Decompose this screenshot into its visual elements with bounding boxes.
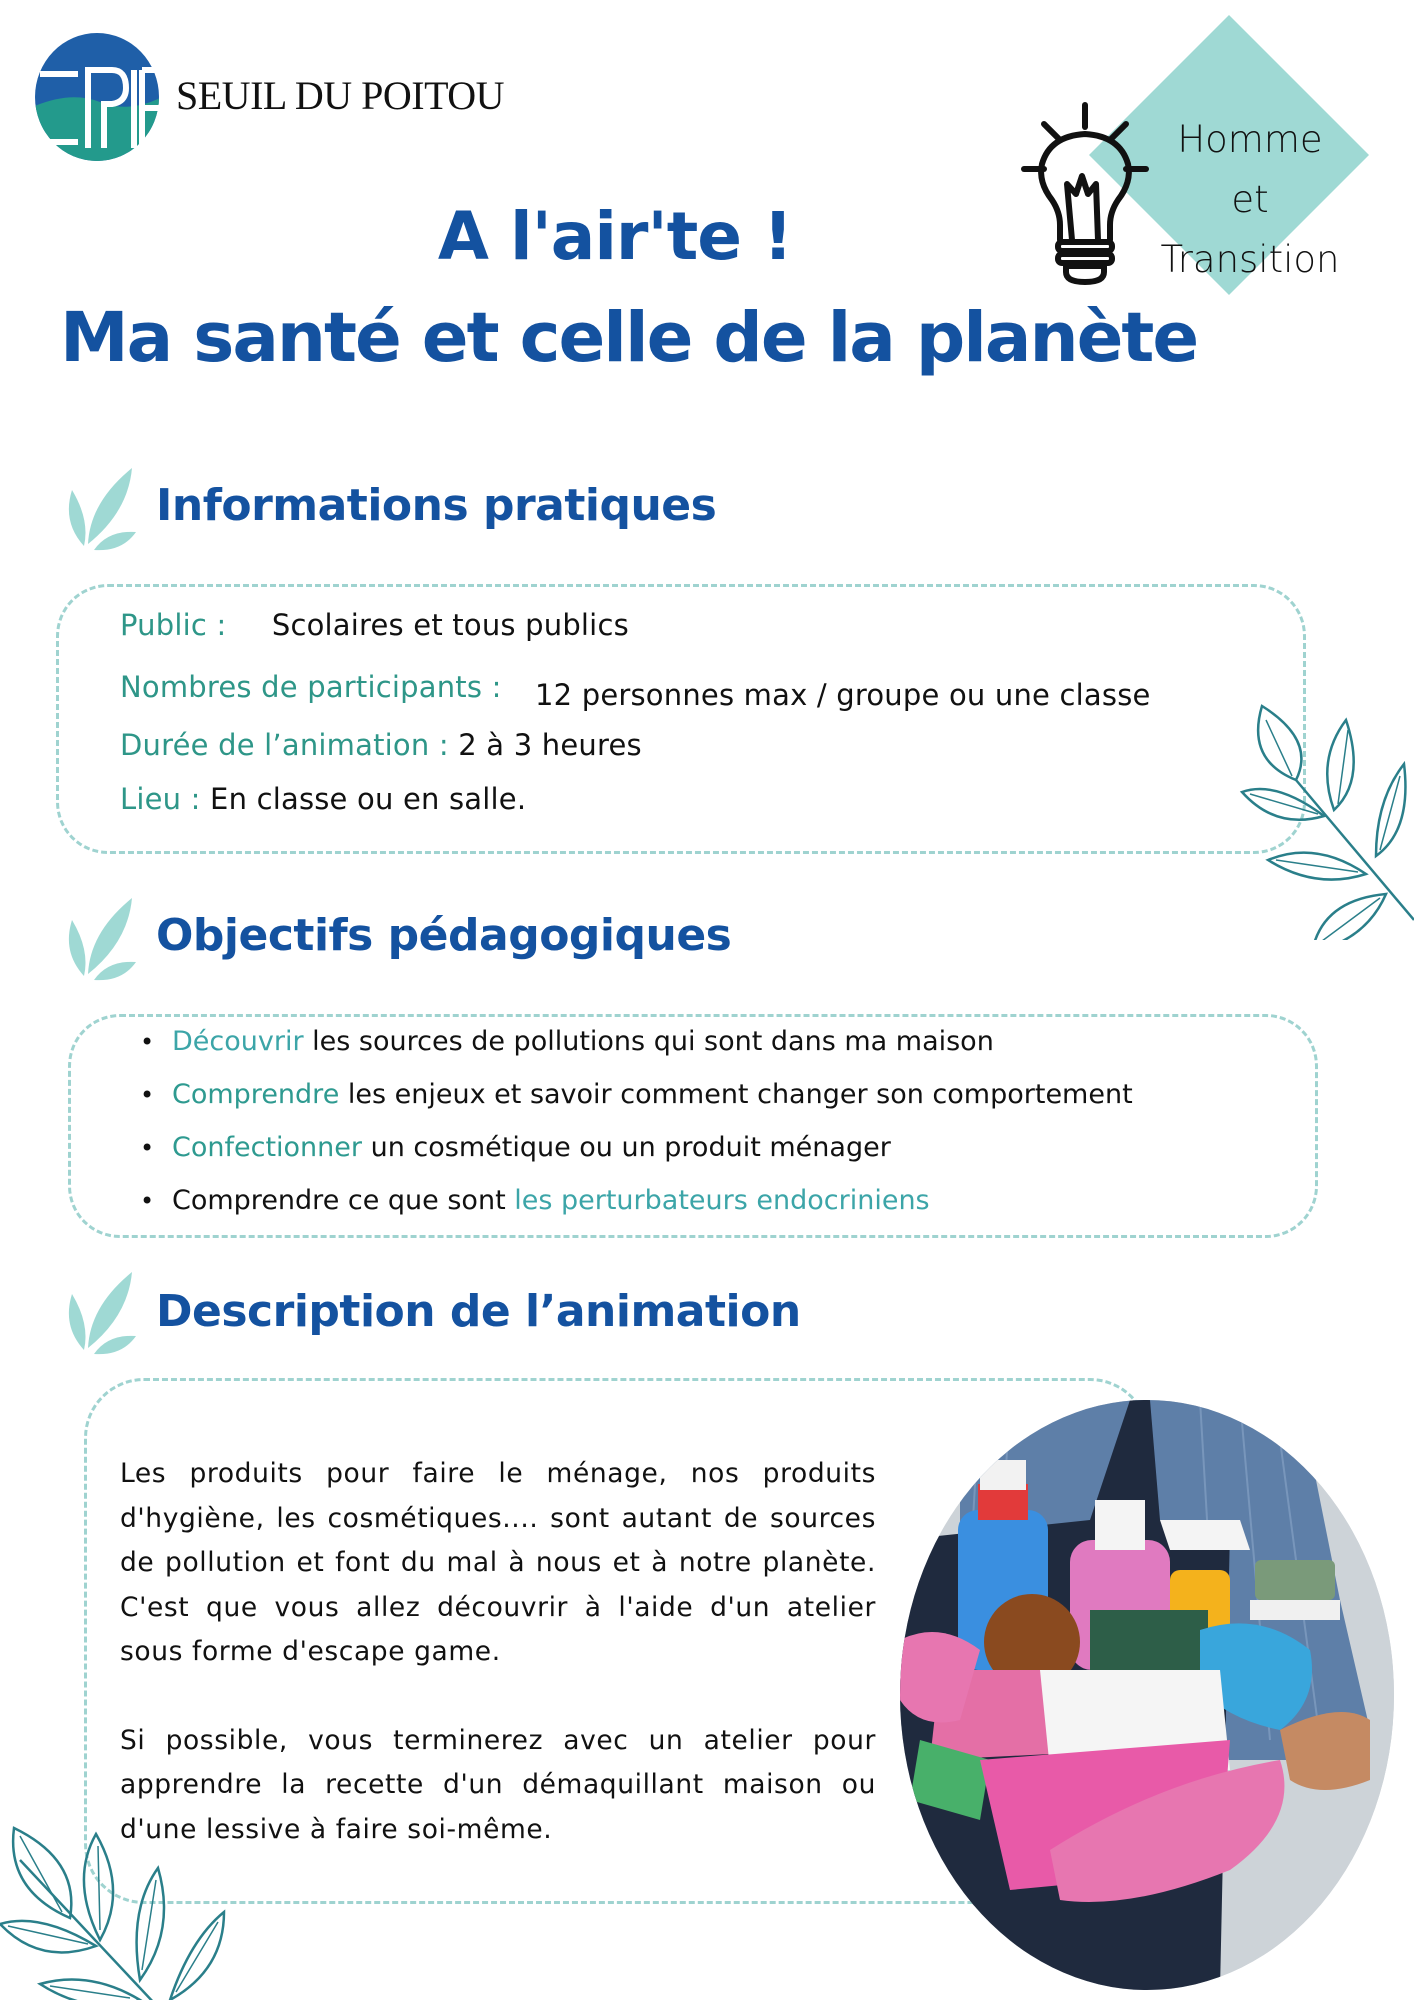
info-label: Public : [120,608,227,642]
description-paragraph: Si possible, vous terminerez avec un atelier pour apprendre la recette d'un démaquillant maison ou d'une lessive à faire soi-même. [120,1724,876,1845]
leaf-section-icon [62,462,140,552]
section-heading-info: Informations pratiques [156,480,717,531]
info-label: Nombres de participants : [120,670,502,704]
info-row-public [120,608,629,642]
objective-highlight: Comprendre [172,1079,340,1110]
leaf-section-icon [62,892,140,982]
section-heading-objectives: Objectifs pédagogiques [156,910,732,961]
badge-line-2: et [1231,178,1269,221]
leaf-section-icon [62,1266,140,1356]
objective-highlight: les perturbateurs endocriniens [514,1185,930,1216]
objective-item [140,1022,1133,1075]
cleaning-products-photo [900,1400,1394,1990]
objective-text: les sources de pollutions qui sont dans ma maison [303,1026,994,1057]
info-row-participants [120,670,1151,712]
info-row-location [120,782,526,816]
page-subtitle: Ma santé et celle de la planète [60,298,1198,378]
objective-highlight: Confectionner [172,1132,362,1163]
objective-text: Comprendre ce que sont [172,1185,515,1216]
objective-highlight: Découvrir [172,1026,304,1057]
info-label: Durée de l’animation : [120,728,449,762]
objective-item [140,1128,1133,1181]
objective-item [140,1181,1133,1234]
info-value: Scolaires et tous publics [271,608,629,642]
description-paragraph: Les produits pour faire le ménage, nos produits d'hygiène, les cosmétiques.... sont autant de sources de pollution et font du mal à nous et à notre planète. C'est que vous allez découvrir à l'aide d'un atelier sous forme d'escape game. [120,1458,876,1667]
objective-text: un cosmétique ou un produit ménager [362,1132,891,1163]
badge-line-1: Homme [1177,118,1323,161]
info-label: Lieu : [120,782,201,816]
badge-line-3: Transition [1160,238,1340,281]
organization-name: SEUIL DU POITOU [176,73,505,118]
objective-text: les enjeux et savoir comment changer son comportement [339,1079,1133,1110]
crie-logo-icon [30,30,164,164]
objective-item [140,1075,1133,1128]
info-value: 12 personnes max / groupe ou une classe [535,678,1151,712]
section-heading-description: Description de l’animation [156,1286,801,1337]
description-text [120,1452,876,1852]
info-value: 2 à 3 heures [458,728,642,762]
page-title: A l'air'te ! [437,198,793,275]
info-value: En classe ou en salle. [210,782,527,816]
info-row-duration [120,728,642,762]
objectives-list [140,1022,1133,1234]
crie-logo [30,30,164,164]
